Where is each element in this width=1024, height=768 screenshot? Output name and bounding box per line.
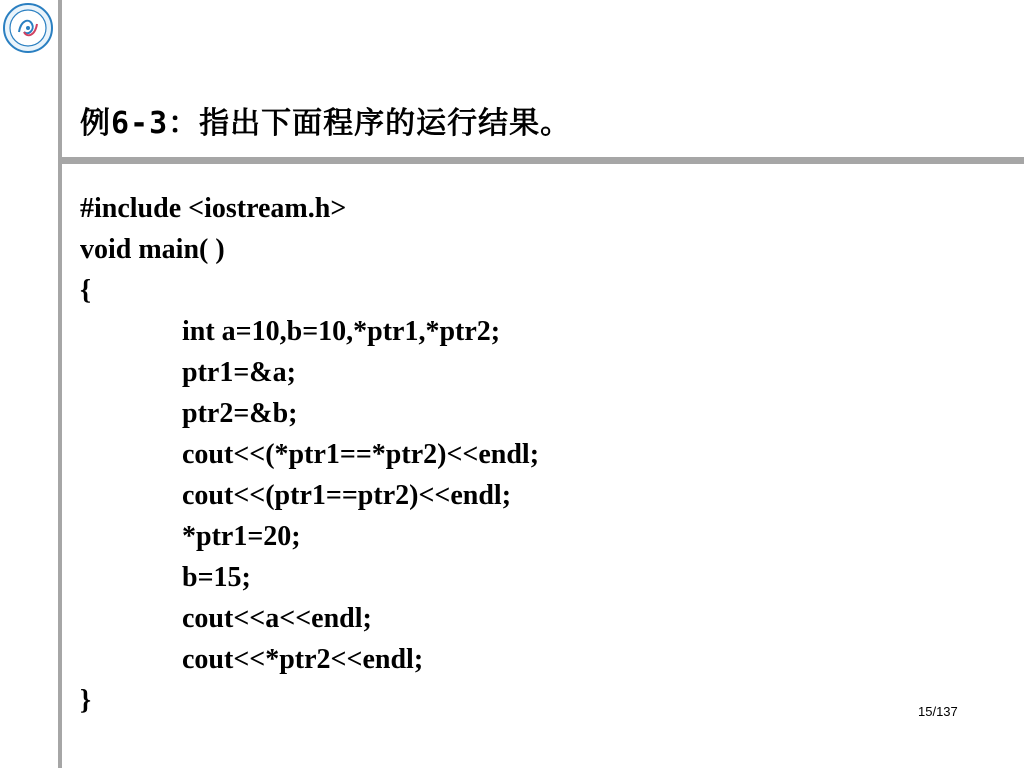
code-line: cout<<(ptr1==ptr2)<<endl; xyxy=(182,480,512,511)
code-block xyxy=(80,188,539,721)
code-line: cout<<a<<endl; xyxy=(182,603,372,634)
code-line: *ptr1=20; xyxy=(182,521,301,552)
code-line: { xyxy=(80,275,92,306)
code-line: ptr2=&b; xyxy=(182,398,298,429)
university-emblem-icon xyxy=(2,2,54,54)
slide-title: 例6-3：指出下面程序的运行结果。 xyxy=(80,106,572,141)
page-number: 15/137 xyxy=(918,704,958,719)
title-underline-rule xyxy=(58,157,1024,164)
code-line: cout<<(*ptr1==*ptr2)<<endl; xyxy=(182,439,540,470)
code-line: int a=10,b=10,*ptr1,*ptr2; xyxy=(182,316,501,347)
code-line: #include <iostream.h> xyxy=(80,193,347,224)
code-line: cout<<*ptr2<<endl; xyxy=(182,644,424,675)
code-line: ptr1=&a; xyxy=(182,357,296,388)
code-line: b=15; xyxy=(182,562,251,593)
code-line: } xyxy=(80,685,92,716)
left-vertical-rule xyxy=(58,0,62,768)
code-line: void main( ) xyxy=(80,234,225,265)
